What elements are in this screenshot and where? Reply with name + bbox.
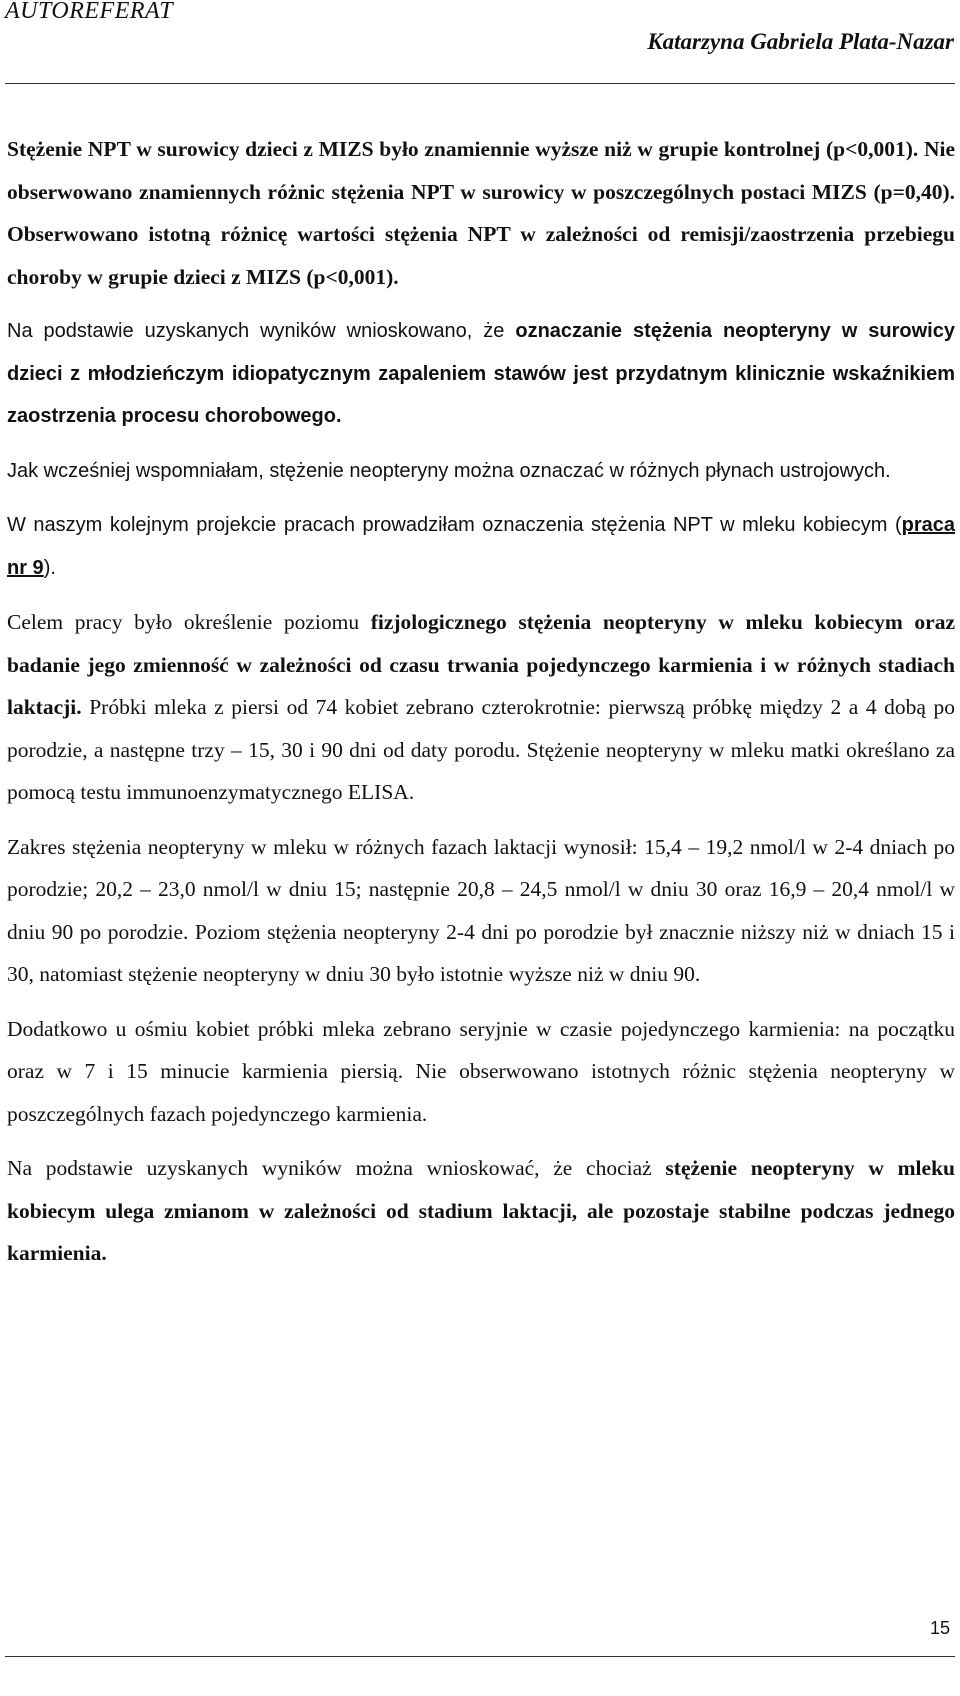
text: Celem pracy było określenie poziomu — [7, 610, 371, 634]
text: Próbki mleka z piersi od 74 kobiet zebrano czterokrotnie: pierwszą próbkę między 2 a 4 dobą po porodzie, a następne trzy – 15, 30 i 90 dni od daty porodu. Stężenie neopteryny w mleku matki określano za pomocą testu immunoenzymatycznego ELISA. — [7, 695, 955, 804]
paragraph-study-aim — [7, 601, 955, 814]
header-doc-type: AUTOREFERAT — [5, 0, 174, 24]
text: Jak wcześniej wspomniałam, stężenie neopteryny można oznaczać w różnych płynach ustrojowych. — [7, 459, 891, 482]
bold-text: stężenie neopteryny w mleku kobiecym ulega zmianom w zależności od stadium laktacji, ale pozostaje stabilne podczas jednego karmienia. — [7, 1156, 955, 1265]
text: ). — [43, 556, 56, 579]
bold-text: oznaczanie stężenia neopteryny w surowicy dzieci z młodzieńczym idiopatycznym zapaleniem stawów jest przydatnym klinicznie wskaźnikiem zaostrzenia procesu chorobowego. — [7, 320, 955, 427]
text: W naszym kolejnym projekcie pracach prowadziłam oznaczenia stężenia NPT w mleku kobiecym ( — [7, 514, 902, 536]
paragraph-next-project — [7, 504, 955, 589]
paragraph-body-fluids — [7, 450, 955, 493]
paragraph-npt-serum-results — [7, 128, 955, 298]
text: Na podstawie uzyskanych wyników wnioskowano, że — [7, 320, 516, 342]
footer-divider — [5, 1656, 955, 1657]
paragraph-concentration-range — [7, 826, 955, 996]
paragraph-serum-conclusion — [7, 310, 955, 438]
text: Zakres stężenia neopteryny w mleku w różnych fazach laktacji wynosił: 15,4 – 19,2 nmol/l w 2-4 dniach po porodzie; 20,2 – 23,0 nmol/l w dniu 15; następnie 20,8 – 24,5 nmol/l w dniu 30 oraz 16,9 – 20,4 nmol/l w dniu 90 po porodzie. Poziom stężenia neopteryny 2-4 dni po porodzie był znacznie niższy niż w dniach 15 i 30, natomiast stężenie neopteryny w dniu 30 było istotnie wyższe niż w dniu 90. — [7, 834, 955, 986]
text: Dodatkowo u ośmiu kobiet próbki mleka zebrano seryjnie w czasie pojedynczego karmienia: na początku oraz w 7 i 15 minucie karmienia piersią. Nie obserwowano istotnych różnic stężenia neopteryny w poszczególnych fazach pojedynczego karmienia. — [7, 1016, 955, 1126]
paragraph-milk-conclusion — [7, 1147, 955, 1275]
header-author: Katarzyna Gabriela Plata-Nazar — [647, 29, 954, 54]
bold-text: Stężenie NPT w surowicy dzieci z MIZS było znamiennie wyższe niż w grupie kontrolnej (p<0,001). Nie obserwowano znamiennych różnic stężenia NPT w surowicy w poszczególnych postaci MIZS (p=0,40). Obserwowano istotną różnicę wartości stężenia NPT w zależności od remisji/zaostrzenia przebiegu choroby w grupie dzieci z MIZS (p<0,001). — [7, 137, 955, 289]
document-body — [7, 128, 955, 1287]
paper-reference: praca nr 9 — [7, 514, 955, 579]
paragraph-serial-samples — [7, 1008, 955, 1136]
page-number: 15 — [929, 1618, 950, 1638]
header-divider — [5, 83, 955, 84]
text: Na podstawie uzyskanych wyników można wnioskować, że chociaż — [7, 1156, 666, 1180]
bold-text: fizjologicznego stężenia neopteryny w mleku kobiecym oraz badanie jego zmienność w zależności od czasu trwania pojedynczego karmienia i w różnych stadiach laktacji. — [7, 610, 955, 719]
